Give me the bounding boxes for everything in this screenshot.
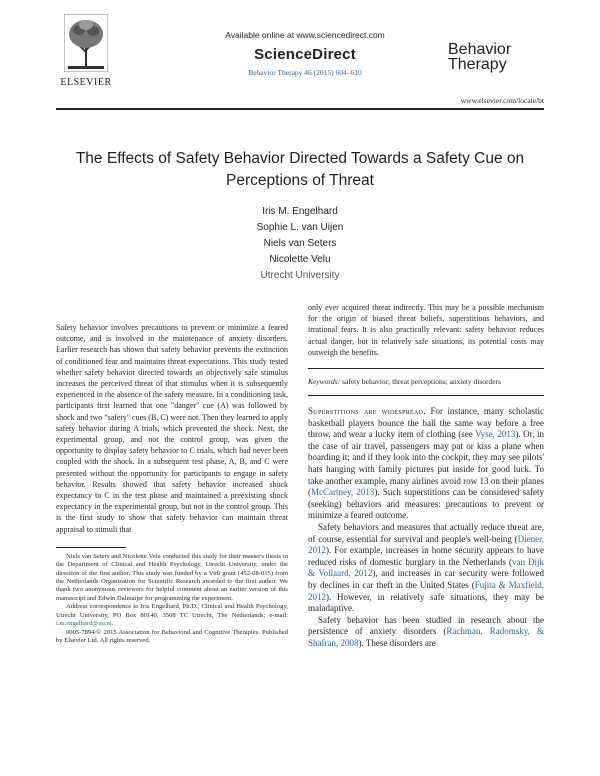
body-text-span: ). These disorders are [358, 637, 436, 648]
footnote-address [56, 603, 288, 628]
keywords-rule-top [308, 368, 544, 369]
journal-logo[interactable] [448, 42, 538, 72]
citation-link[interactable]: Vyse, 2013 [475, 429, 516, 440]
available-online-text[interactable]: Available online at www.sciencedirect.com [225, 30, 385, 40]
elsevier-logo[interactable] [56, 12, 116, 88]
right-column [308, 302, 544, 649]
journal-logo-line1: Behavior [448, 41, 512, 58]
journal-reference-link[interactable]: Behavior Therapy 46 (2015) 604–610 [248, 68, 362, 77]
abstract-text: Safety behavior involves precautions to prevent or minimize a feared outcome, and is involved in the maintenance of anxiety disorders. Earlier research has shown that safety behavior prevents the extinction of conditioned fear and maintains threat expectations. This study tested whether safety behavior directed towards an objectively safe stimulus increases the perceived threat of that stimulus when it is subsequently experienced in the absence of the safety measure. In a conditioning task, participants first learned that one "danger" cue (A) was followed by shock and two "safety" cues (B, C) were not. Then they learned to apply safety behavior during A trials, which prevented the shock. Next, the experimental group, and not the control group, was given the opportunity to display safety behavior to C trials, which had never been coupled with the shock. In a subsequent test phase, A, B, and C were presented without the opportunity for participants to engage in safety behavior. Results showed that safety behavior increased shock expectancy to C in the test phase and maintained a preexisting shock expectancy in the experimental group, but not in the control group. This is the first study to show that safety behavior can maintain threat appraisal to stimuli that [56, 323, 288, 534]
author-name: Niels van Seters [263, 238, 337, 249]
footnote-address-text: Address correspondence to Iris Engelhard, Ph.D., Clinical and Health Psychology, Utrecht University, PO Box 80140, 3508 TC Utrecht, The Netherlands; e-mail: [56, 603, 288, 619]
title-line-2: Perceptions of Threat [226, 172, 374, 189]
body-text-span: ). For example, increases in home security appears to have reduced risks of domestic burglary in the Netherlands ( [308, 545, 544, 567]
footnote-rule [56, 547, 126, 548]
footnote-copyright: 0005-7894/© 2015 Association for Behavioral and Cognitive Therapies. Published by Elsevier Ltd. All rights reserved. [56, 628, 288, 644]
footnote [56, 553, 288, 645]
elsevier-tree-icon [64, 14, 108, 72]
title-line-1: The Effects of Safety Behavior Directed Towards a Safety Cue on [75, 150, 525, 167]
keywords-text: safety behavior; threat perceptions; anxiety disorders [342, 377, 502, 387]
body-text-span: Safety behavior has been studied in research about the persistence of anxiety disorders ( [308, 614, 544, 637]
body-text-span: ). Or, in the case of air travel, passengers may pat or kiss a plane when boarding it; and if they look into the cockpit, they may see pilots' hats hanging with family pictures put inside for good luck. To take another example, many airlines avoid row 13 on their planes ( [308, 429, 545, 498]
citation-link[interactable]: Rachman, Radomsky, & Shafran, 2008 [308, 626, 545, 648]
citation-link[interactable]: McCartney, 2013 [311, 487, 375, 498]
body-text-span: ). Such superstitions can be considered safety (seeking) behaviors and measures: precautions to prevent or minimize a feared outcome. [308, 487, 544, 521]
journal-header [170, 30, 440, 77]
body-text [308, 406, 544, 649]
author-name: Nicolette Velu [269, 254, 331, 265]
section-lead-in: Superstitions are widespread. [308, 406, 426, 417]
body-text-span: For instance, many scholastic basketball players bounce the ball the same way before a free throw, and wear a lucky item of clothing (see [308, 406, 544, 440]
keywords-rule-bottom [308, 395, 544, 396]
abstract [56, 322, 288, 535]
footnote-address-end: . [111, 620, 114, 628]
abstract-continuation-text: only ever acquired threat indirectly. This may be a possible mechanism for the origin of biased threat beliefs, superstitious behaviors, and irrational fears. It is also practically relevant: safety behavior reduces actual danger, but in relatively safe situations, its potential costs may outweigh the benefits. [308, 303, 544, 357]
body-text-span: Safety behaviors and measures that actually reduce threat are, of course, essential for survival and people's well-being ( [308, 521, 544, 544]
sciencedirect-logo[interactable]: ScienceDirect [254, 46, 356, 63]
author-list [56, 204, 544, 284]
body-text-span: ). However, in relatively safe situations, they may be maladaptive. [308, 591, 544, 614]
author-affiliation: Utrecht University [260, 270, 340, 281]
email-link[interactable]: i.m.engelhard@uu.nl [56, 620, 112, 628]
abstract-continuation [308, 302, 544, 358]
body-text-span: ), and increases in car security were followed by declines in car theft in the United States ( [308, 568, 544, 590]
body-paragraph-1 [308, 406, 544, 522]
body-paragraph-3 [308, 615, 544, 650]
author-name: Iris M. Engelhard [262, 206, 338, 217]
citation-link[interactable]: Fujita & Maxfield, 2012 [308, 579, 545, 602]
citation-link[interactable]: van Dijk & Vollaard, 2012 [308, 556, 544, 579]
keywords [308, 377, 544, 387]
header-rule [56, 108, 544, 110]
elsevier-wordmark: ELSEVIER [60, 77, 112, 88]
body-paragraph-2 [308, 522, 544, 615]
author-name: Sophie L. van Uijen [256, 222, 344, 233]
citation-link[interactable]: Diener, 2012 [308, 533, 544, 556]
footnote-funding: Niels van Seters and Nicolette Velu conducted this study for their master's thesis in the Department of Clinical and Health Psychology, Utrecht University, under the direction of the first author. This study was funded by a Vidi grant (452-08-015) from the Netherlands Organization for Scientific Research awarded to the first author. We thank two anonymous reviewers for helpful comment about an earlier version of this manuscript and Edwin Dalmaijer for programming the experiment. [56, 552, 288, 602]
article-title [56, 148, 544, 192]
left-column [56, 322, 288, 645]
journal-url[interactable]: www.elsevier.com/locate/bt [460, 96, 544, 105]
keywords-label: Keywords: [308, 377, 341, 387]
journal-logo-line2: Therapy [448, 56, 507, 73]
